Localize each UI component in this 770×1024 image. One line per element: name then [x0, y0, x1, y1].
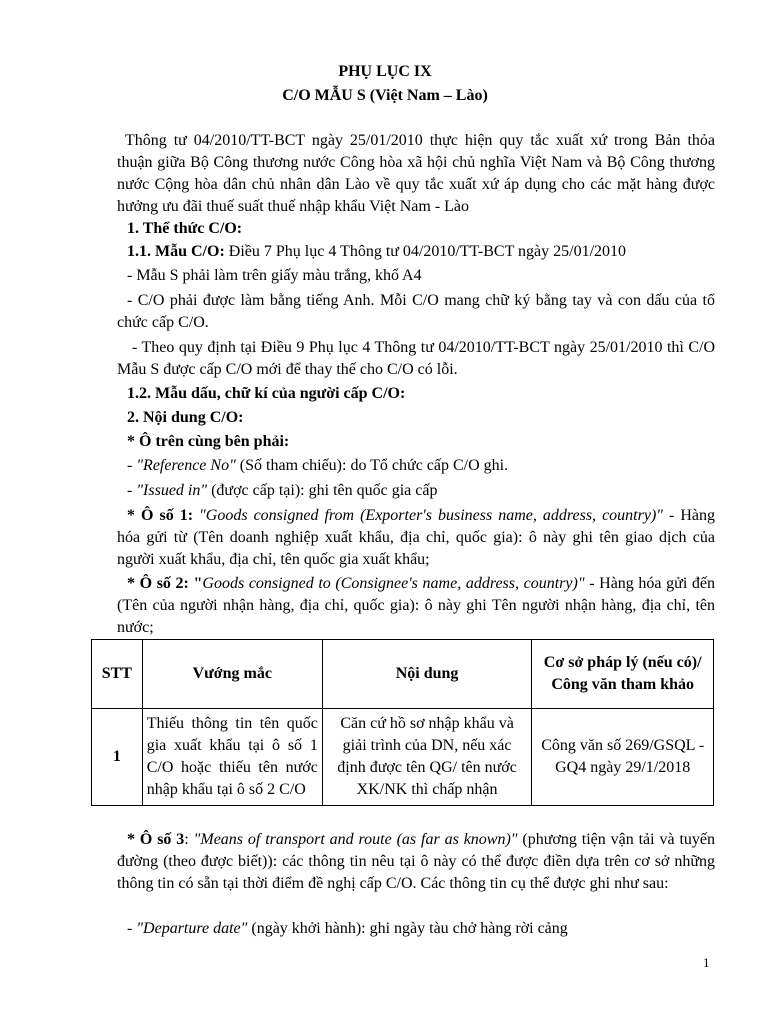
reference-no-line — [117, 455, 715, 477]
table-header-legal-basis: Cơ sở pháp lý (nếu có)/ Công văn tham khảo — [532, 640, 714, 709]
table-header-row — [92, 640, 714, 709]
box-2-label: * Ô số 2: " — [127, 575, 203, 592]
intro-paragraph: Thông tư 04/2010/TT-BCT ngày 25/01/2010 thực hiện quy tắc xuất xứ trong Bản thỏa thuận giữa Bộ Công thương nước Công hòa xã hội chủ nghĩa Việt Nam và Bộ Công thương nước Cộng hòa dân chủ nhân dân Lào về quy tắc xuất xứ áp dụng cho các mặt hàng được hưởng ưu đãi thuế suất thuế nhập khẩu Việt Nam - Lào — [117, 132, 715, 215]
bullet-language: - C/O phải được làm bằng tiếng Anh. Mỗi C/O mang chữ ký bằng tay và con dấu của tổ chức cấp C/O. — [117, 292, 715, 331]
section-1-heading: 1. Thể thức C/O: — [127, 220, 243, 237]
appendix-subtitle: C/O MẪU S (Việt Nam – Lào) — [282, 87, 488, 104]
page-number: 1 — [703, 955, 710, 970]
section-1-1-label: 1.1. Mẫu C/O: — [127, 243, 225, 260]
table-cell-legal-basis: Công văn số 269/GSQL - GQ4 ngày 29/1/2018 — [532, 709, 714, 806]
bullet-paper: - Mẫu S phải làm trên giấy màu trắng, khổ A4 — [127, 267, 422, 284]
box-1-text: - Hàng hóa gửi từ (Tên doanh nghiệp xuất khẩu, địa chỉ, quốc gia): ô này ghi tên giao dịch của người xuất khẩu, địa chỉ, tên quốc gia xuất khẩu; — [117, 507, 716, 568]
reference-no-text: (Số tham chiếu): do Tổ chức cấp C/O ghi. — [235, 457, 509, 474]
box-2-paragraph — [117, 573, 715, 639]
reference-no-quote: - "Reference No" — [127, 457, 236, 474]
table-cell-content: Căn cứ hồ sơ nhập khẩu và giải trình của DN, nếu xác định được tên QG/ tên nước XK/NK thì chấp nhận — [322, 709, 532, 806]
section-1-1 — [117, 241, 715, 263]
issues-table — [91, 639, 714, 806]
section-1-1-text: Điều 7 Phụ lục 4 Thông tư 04/2010/TT-BCT ngày 25/01/2010 — [224, 243, 627, 260]
issued-in-line — [117, 480, 715, 502]
box-2-text: - Hàng hóa gửi đến (Tên của người nhận hàng, địa chỉ, quốc gia): ô này ghi Tên người nhận hàng, địa chỉ, tên nước; — [117, 575, 716, 636]
box-3-quote: "Means of transport and route (as far as known)" — [193, 831, 518, 848]
box-3-colon: : — [184, 831, 194, 848]
box-1-quote: "Goods consigned from (Exporter's business name, address, country)" — [193, 507, 663, 524]
box-3-text: (phương tiện vận tải và tuyến đường (theo được biết)): các thông tin nêu tại ô này có thể được điền dựa trên cơ sở những thông tin có sẵn tại thời điểm đề nghị cấp C/O. Các thông tin cụ thể được ghi như sau: — [117, 831, 716, 892]
issued-in-quote: - "Issued in" — [127, 482, 208, 499]
bullet-replacement: - Theo quy định tại Điều 9 Phụ lục 4 Thông tư 04/2010/TT-BCT ngày 25/01/2010 thì C/O Mẫu S được cấp C/O mới để thay thế cho C/O có lỗi. — [117, 339, 715, 378]
departure-date-line — [117, 918, 715, 940]
table-header-stt: STT — [92, 640, 143, 709]
table-row — [92, 709, 714, 806]
table-header-issue: Vướng mắc — [142, 640, 322, 709]
appendix-title: PHỤ LỤC IX — [338, 63, 432, 80]
table-cell-stt: 1 — [92, 709, 143, 806]
box-1-label: * Ô số 1: — [127, 507, 194, 524]
box-3-label: * Ô số 3 — [127, 831, 185, 848]
departure-date-prefix: - — [127, 920, 137, 937]
issued-in-text: (được cấp tại): ghi tên quốc gia cấp — [207, 482, 438, 499]
table-header-content: Nội dung — [322, 640, 532, 709]
section-2-heading: 2. Nội dung C/O: — [127, 409, 244, 426]
table-cell-issue: Thiếu thông tin tên quốc gia xuất khẩu tại ô số 1 C/O hoặc thiếu tên nước nhập khẩu tại ô số 2 C/O — [142, 709, 322, 806]
box-3-paragraph — [117, 829, 715, 895]
box-1-paragraph — [117, 505, 715, 571]
section-1-2-heading: 1.2. Mẫu dấu, chữ kí của người cấp C/O: — [127, 385, 406, 402]
departure-date-quote: "Departure date" — [136, 920, 248, 937]
departure-date-text: (ngày khởi hành): ghi ngày tàu chở hàng rời cảng — [247, 920, 568, 937]
top-right-box-heading: * Ô trên cùng bên phải: — [127, 433, 290, 450]
box-2-quote: Goods consigned to (Consignee's name, address, country)" — [202, 575, 585, 592]
